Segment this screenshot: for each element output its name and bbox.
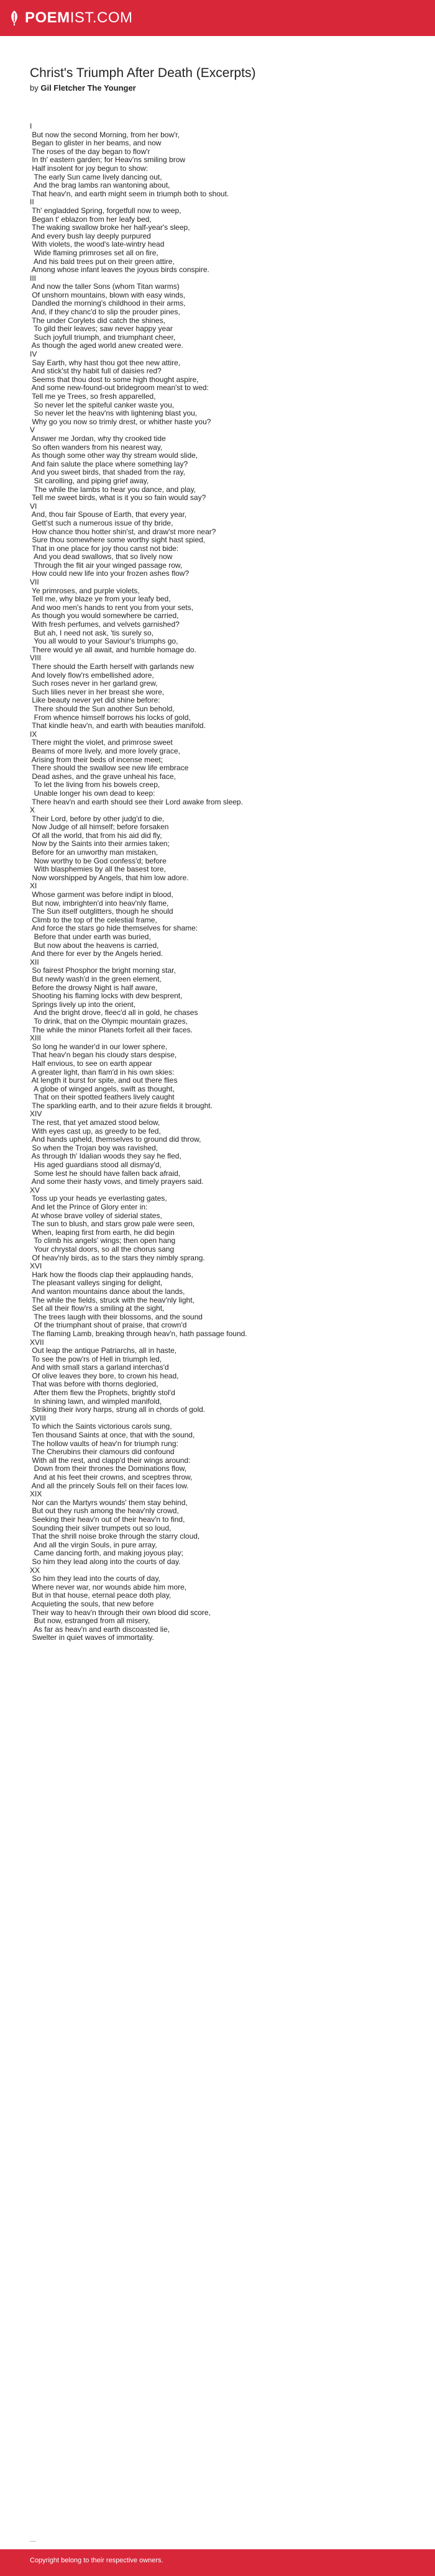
poem-line: A greater light, than flam'd in his own skies: bbox=[30, 1067, 175, 1076]
poem-line: At whose brave volley of siderial states, bbox=[30, 1211, 162, 1220]
poem-line: And wanton mountains dance about the lands, bbox=[30, 1286, 185, 1296]
poem-line: How could new life into your frozen ashes flow? bbox=[30, 569, 190, 578]
poem-line: The under Corylets did catch the shines, bbox=[30, 316, 165, 325]
poem-content bbox=[30, 65, 415, 1642]
poem-line: The sparkling earth, and to their azure fields it brought. bbox=[30, 1101, 213, 1110]
poem-line: And lovely flow'rs embellished adore, bbox=[30, 670, 154, 680]
stanza-number: X bbox=[30, 806, 35, 815]
poem-line: To climb his angels' wings; then open hang bbox=[30, 1236, 176, 1245]
poem-line: Dandled the morning's childhood in their arms, bbox=[30, 299, 186, 308]
poem-line: Ten thousand Saints at once, that with the sound, bbox=[30, 1431, 195, 1440]
poem-line: That the shrill noise broke through the starry cloud, bbox=[30, 1532, 200, 1541]
poem-line: And you dead swallows, that so lively now bbox=[30, 552, 173, 562]
poem-line: Some lest he should have fallen back afraid, bbox=[30, 1168, 181, 1178]
poem-line: In shining lawn, and wimpled manifold, bbox=[30, 1396, 162, 1406]
poem-line: Th' engladded Spring, forgetfull now to weep, bbox=[30, 206, 181, 215]
poem-line: To which the Saints victorious carols sung, bbox=[30, 1422, 172, 1431]
poem-line: But ah, I need not ask, 'tis surely so, bbox=[30, 628, 154, 637]
poem-line: So fairest Phosphor the bright morning star, bbox=[30, 966, 176, 975]
quill-icon bbox=[9, 10, 20, 26]
poem-line: So never let the spiteful canker waste you, bbox=[30, 400, 175, 409]
poem-line: And the bright drove, fleec'd all in gold, he chases bbox=[30, 1008, 198, 1017]
poem-line: And hands upheld, themselves to ground did throw, bbox=[30, 1135, 201, 1144]
stanza-number: VII bbox=[30, 578, 39, 587]
stanza bbox=[30, 350, 415, 426]
poem-line: When, leaping first from earth, he did begin bbox=[30, 1227, 175, 1237]
poem-line: And, if they chanc'd to slip the prouder pines, bbox=[30, 307, 180, 317]
stanza-number: V bbox=[30, 426, 35, 435]
stanza-number: XIX bbox=[30, 1490, 42, 1499]
stanza-number: XVIII bbox=[30, 1413, 47, 1422]
poem-line: The rest, that yet amazed stood below, bbox=[30, 1118, 160, 1127]
poem-line: That in one place for joy thou canst not bide: bbox=[30, 544, 179, 553]
stanza-number: II bbox=[30, 198, 34, 207]
poem-line: That was before with thorns degloried, bbox=[30, 1380, 158, 1389]
stanza-number: III bbox=[30, 273, 37, 283]
stanza-number: XIV bbox=[30, 1109, 42, 1119]
poem-line: But out they rush among the heav'nly crowd, bbox=[30, 1506, 179, 1516]
poem-line: There should the Earth herself with garlands new bbox=[30, 662, 194, 671]
poem-line: At length it burst for spite, and out there flies bbox=[30, 1076, 178, 1085]
poem-line: Their way to heav'n through their own blood did score, bbox=[30, 1608, 211, 1617]
poem-line: Tell me, why blaze ye from your leafy bed, bbox=[30, 594, 171, 604]
poem-line: To see the pow'rs of Hell in triumph led, bbox=[30, 1354, 162, 1363]
byline-prefix: by bbox=[30, 83, 39, 93]
byline bbox=[30, 83, 415, 93]
poem-line: Before that under earth was buried, bbox=[30, 932, 151, 941]
site-logo[interactable] bbox=[9, 9, 133, 27]
poem-line: Arising from their beds of incense meet; bbox=[30, 755, 163, 764]
poem-line: There should the Sun another Sun behold, bbox=[30, 704, 175, 713]
poem-line: Tell me ye Trees, so fresh apparelled, bbox=[30, 392, 156, 401]
poem-line: Before the drowsy Night is half aware, bbox=[30, 983, 158, 992]
poem-line: How chance thou hotter shin'st, and draw'st more near? bbox=[30, 527, 216, 536]
stanza bbox=[30, 1414, 415, 1490]
poem-line: After them flew the Prophets, brightly stol'd bbox=[30, 1388, 175, 1398]
poem-line: And stick'st thy habit full of daisies red? bbox=[30, 366, 162, 376]
poem-line: Began t' eblazon from her leafy bed, bbox=[30, 214, 152, 224]
poem-line: With eyes cast up, as greedy to be fed, bbox=[30, 1126, 161, 1136]
stanza-number: VI bbox=[30, 501, 37, 511]
logo-text-light: IST.COM bbox=[70, 9, 133, 26]
poem-line: There might the violet, and primrose sweet bbox=[30, 738, 173, 747]
poem-line: Began to glister in her beams, and now bbox=[30, 139, 162, 148]
poem-line: And his bald trees put on their green attire, bbox=[30, 257, 175, 266]
stanza bbox=[30, 730, 415, 806]
poem-line: And woo men's hands to rent you from your sets, bbox=[30, 603, 194, 612]
stanza bbox=[30, 1567, 415, 1642]
stanza bbox=[30, 1262, 415, 1338]
poem-line: And all the princely Souls fell on their faces low. bbox=[30, 1481, 189, 1490]
stanza bbox=[30, 1110, 415, 1186]
poem-line: Answer me Jordan, why thy crooked tide bbox=[30, 434, 166, 443]
poem-line: As though some other way thy stream would slide, bbox=[30, 451, 198, 460]
poem-line: You all would to your Saviour's triumphs go, bbox=[30, 637, 178, 646]
poem-line: Nor can the Martyrs wounds' them stay behind, bbox=[30, 1498, 188, 1507]
stanza bbox=[30, 654, 415, 730]
poem-line: The while the minor Planets forfeit all their faces. bbox=[30, 1025, 193, 1034]
poem-line: And some their hasty vows, and timely prayers said. bbox=[30, 1177, 204, 1186]
poem-line: And there for ever by the Angels heried. bbox=[30, 949, 163, 958]
poem-line: Through the flit air your winged passage row, bbox=[30, 560, 183, 570]
stanza bbox=[30, 122, 415, 198]
poem-line: So often wanders from his nearest way, bbox=[30, 442, 163, 452]
stanza bbox=[30, 958, 415, 1034]
poem-line: To let the living from his bowels creep, bbox=[30, 780, 160, 790]
poem-line: And every bush lay deeply purpured bbox=[30, 231, 151, 240]
poem-line: Now worshipped by Angels, that him low adore. bbox=[30, 873, 189, 882]
poem-line: Hark how the floods clap their applauding hands, bbox=[30, 1270, 193, 1279]
poem-line: There heav'n and earth should see their Lord awake from sleep. bbox=[30, 797, 243, 806]
poem-line: His aged guardians stood all dismay'd, bbox=[30, 1160, 162, 1170]
poem-line: Unable longer his own dead to keep: bbox=[30, 788, 155, 798]
poem-line: Such lilies never in her breast she wore, bbox=[30, 687, 165, 696]
site-header bbox=[0, 0, 435, 36]
poem-line: The while the fields, struck with the heav'nly light, bbox=[30, 1295, 195, 1304]
poem-line: Set all their flow'rs a smiling at the sight, bbox=[30, 1304, 165, 1313]
poem-line: As though the aged world anew created were. bbox=[30, 341, 183, 350]
poem-line: Half envious, to see on earth appear bbox=[30, 1058, 152, 1068]
poem-line: But now, estranged from all misery, bbox=[30, 1616, 150, 1626]
poem-line: Of all the world, that from his aid did fly, bbox=[30, 831, 162, 840]
poem-line: And fain salute the place where something lay? bbox=[30, 459, 188, 468]
poem-line: The pleasant valleys singing for delight, bbox=[30, 1278, 163, 1288]
poem-line: The waking swallow broke her half-year's sleep, bbox=[30, 223, 190, 232]
poem-line: But now, imbrighten'd into heav'nly flame, bbox=[30, 898, 169, 908]
stanza bbox=[30, 806, 415, 882]
poem-line: Seems that thou dost to some high thought aspire, bbox=[30, 375, 199, 384]
poem-line: Springs lively up into the orient, bbox=[30, 999, 136, 1009]
poem-line: But in that house, eternal peace doth play, bbox=[30, 1591, 172, 1600]
poem-line: Sure thou somewhere some worthy sight hast spied, bbox=[30, 535, 206, 545]
poem-line: Gett'st such a numerous issue of thy bride, bbox=[30, 518, 173, 527]
poem-line: That heav'n, and earth might seem in triumph both to shout. bbox=[30, 189, 229, 198]
stanza bbox=[30, 275, 415, 350]
poem-line: And now the taller Sons (whom Titan warms) bbox=[30, 282, 180, 291]
poem-line: And all the virgin Souls, in pure array, bbox=[30, 1540, 157, 1549]
poem-line: Shooting his flaming locks with dew besprent, bbox=[30, 991, 183, 1001]
poem-line: The trees laugh with their blossoms, and the sound bbox=[30, 1312, 203, 1321]
site-footer bbox=[0, 2549, 435, 2576]
poem-line: In th' eastern garden; for Heav'ns smiling brow bbox=[30, 155, 186, 165]
stanza-number: I bbox=[30, 122, 32, 130]
poem-line: Your chrystal doors, so all the chorus sang bbox=[30, 1244, 175, 1254]
poem-line: But now the second Morning, from her bow'r, bbox=[30, 130, 180, 139]
stanza bbox=[30, 426, 415, 502]
poem-line: But newly wash'd in the green element, bbox=[30, 974, 162, 983]
poem-line: To drink, that on the Olympic mountain grazes, bbox=[30, 1016, 188, 1026]
poem-line: The Sun itself outglitters, though he should bbox=[30, 907, 173, 916]
poem-line: And you sweet birds, that shaded from the ray, bbox=[30, 468, 185, 477]
poem-line: The early Sun came lively dancing out, bbox=[30, 172, 162, 181]
poem-line: Whose garment was before indipt in blood, bbox=[30, 890, 173, 899]
poem-line: With violets, the wood's late-wintry head bbox=[30, 240, 165, 249]
poem-line: Why go you now so trimly drest, or whither haste you? bbox=[30, 417, 211, 426]
stanza bbox=[30, 882, 415, 958]
poem-line: With blasphemies by all the basest tore, bbox=[30, 865, 166, 874]
poem-line: Of heav'nly birds, as to the stars they nimbly sprang. bbox=[30, 1253, 205, 1262]
poem-line: So long he wander'd in our lower sphere, bbox=[30, 1042, 168, 1051]
poem-line: And some new-found-out bridegroom mean'st to wed: bbox=[30, 383, 209, 393]
stanza-number: XIII bbox=[30, 1034, 42, 1043]
poem-line: As through th' Idalian woods they say he fled, bbox=[30, 1152, 181, 1161]
poem-line: Toss up your heads ye everlasting gates, bbox=[30, 1194, 167, 1203]
poem-line: Now by the Saints into their armies taken; bbox=[30, 839, 170, 849]
poem-line: The roses of the day began to flow'r bbox=[30, 147, 150, 156]
stanza-number: XI bbox=[30, 881, 37, 891]
logo-text-bold: POEM bbox=[25, 9, 70, 26]
poem-line: Out leap the antique Patriarchs, all in haste, bbox=[30, 1346, 177, 1355]
poem-line: And let the Prince of Glory enter in: bbox=[30, 1203, 148, 1211]
poem-line: With all the rest, and clapp'd their wings around: bbox=[30, 1455, 191, 1465]
stanza-number: XV bbox=[30, 1185, 40, 1195]
poem-line: Before for an unworthy man mistaken, bbox=[30, 848, 158, 857]
stanza bbox=[30, 503, 415, 578]
poem-line: Now worthy to be God confess'd; before bbox=[30, 856, 167, 865]
poem-line: And force the stars go hide themselves for shame: bbox=[30, 924, 198, 933]
stanza bbox=[30, 1339, 415, 1414]
poem-line: So him they lead along into the courts of day. bbox=[30, 1557, 181, 1566]
poem-line: And the brag lambs ran wantoning about, bbox=[30, 181, 170, 190]
stanza-number: VIII bbox=[30, 653, 42, 663]
stanza bbox=[30, 1034, 415, 1110]
poem-line: Tell me sweet birds, what is it you so fain would say? bbox=[30, 493, 206, 503]
poem-line: Such roses never in her garland grew, bbox=[30, 679, 158, 688]
poem-line: As far as heav'n and earth discoasted lie, bbox=[30, 1624, 170, 1634]
author-link[interactable]: Gil Fletcher The Younger bbox=[40, 83, 136, 93]
stanza-number: XII bbox=[30, 957, 39, 967]
stanza bbox=[30, 198, 415, 274]
poem-line: A globe of winged angels, swift as thought, bbox=[30, 1084, 175, 1093]
poem-line: Down from their thrones the Dominations flow, bbox=[30, 1464, 187, 1473]
poem-line: That kindle heav'n, and earth with beauties manifold. bbox=[30, 721, 206, 730]
poem-line: But now about the heavens is carried, bbox=[30, 940, 159, 950]
stanza-number: IX bbox=[30, 729, 37, 739]
poem-line: And with small stars a garland interchas'd bbox=[30, 1363, 169, 1372]
poem-line: Beams of more lively, and more lovely grace, bbox=[30, 746, 180, 755]
poem-line: Came dancing forth, and making joyous play; bbox=[30, 1549, 183, 1558]
poem-line: And at his feet their crowns, and sceptres throw, bbox=[30, 1473, 193, 1481]
poem-line: Dead ashes, and the grave unheal his face, bbox=[30, 771, 176, 781]
stanza bbox=[30, 1490, 415, 1566]
poem-line: Swelter in quiet waves of immortality. bbox=[30, 1633, 154, 1642]
poem-line: Such joyfull triumph, and triumphant cheer, bbox=[30, 332, 176, 342]
poem-line: There would ye all await, and humble homage do. bbox=[30, 645, 196, 654]
poem-line: The Cherubins their clamours did confound bbox=[30, 1447, 175, 1457]
poem-line: The sun to blush, and stars grow pale were seen, bbox=[30, 1219, 195, 1229]
poem-line: To gild their leaves; saw never happy year bbox=[30, 324, 173, 334]
poem-line: Where never war, nor wounds abide him more, bbox=[30, 1582, 187, 1591]
poem-line: Say Earth, why hast thou got thee new attire, bbox=[30, 358, 181, 367]
poem-line: And, thou fair Spouse of Earth, that every year, bbox=[30, 510, 187, 519]
poem-line: Of olive leaves they bore, to crown his head, bbox=[30, 1371, 179, 1380]
poem-line: That heav'n began his cloudy stars despise, bbox=[30, 1050, 177, 1060]
poem-line: So never let the heav'ns with lightening blast you, bbox=[30, 409, 198, 418]
poem-line: So when the Trojan boy was ravished, bbox=[30, 1143, 158, 1152]
poem-line: Striking their ivory harps, strung all in chords of gold. bbox=[30, 1405, 206, 1414]
ellipsis: ... bbox=[30, 2535, 37, 2544]
stanza-number: XVI bbox=[30, 1262, 42, 1271]
poem-line: Acquieting the souls, that new before bbox=[30, 1599, 154, 1608]
stanza-number: IV bbox=[30, 350, 37, 359]
poem-line: The flaming Lamb, breaking through heav'n, hath passage found. bbox=[30, 1329, 247, 1338]
poem-line: So him they lead into the courts of day, bbox=[30, 1574, 160, 1583]
poem-line: Of unshorn mountains, blown with easy winds, bbox=[30, 290, 186, 299]
poem-line: Wide flaming primroses set all on fire, bbox=[30, 248, 158, 257]
poem-line: That on their spotted feathers lively caught bbox=[30, 1093, 175, 1102]
poem-line: Now Judge of all himself; before forsaken bbox=[30, 822, 169, 832]
poem-line: From whence himself borrows his locks of gold, bbox=[30, 712, 191, 722]
stanza bbox=[30, 1186, 415, 1262]
poem-line: Sounding their silver trumpets out so loud, bbox=[30, 1523, 172, 1532]
poem-line: Among whose infant leaves the joyous birds conspire. bbox=[30, 265, 209, 275]
poem-line: Half insolent for joy begun to show: bbox=[30, 163, 149, 173]
poem-line: Their Lord, before by other judg'd to die, bbox=[30, 814, 165, 823]
poem-line: There should the swallow see new life embrace bbox=[30, 763, 189, 773]
stanza-number: XVII bbox=[30, 1337, 44, 1347]
poem-line: Like beauty never yet did shine before: bbox=[30, 696, 160, 705]
poem-line: Ye primroses, and purple violets, bbox=[30, 586, 140, 595]
poem-line: Sit carolling, and piping grief away, bbox=[30, 476, 149, 485]
poem-line: Climb to the top of the celestial frame, bbox=[30, 915, 157, 924]
poem-line: Of the triumphant shout of praise, that crown'd bbox=[30, 1321, 187, 1330]
poem-body bbox=[30, 122, 415, 1642]
poem-line: The hollow vaults of heav'n for triumph rung: bbox=[30, 1439, 178, 1448]
poem-line: Seeking their heav'n out of their heav'n to find, bbox=[30, 1514, 185, 1524]
poem-title: Christ's Triumph After Death (Excerpts) bbox=[30, 66, 256, 80]
copyright-text: Copyright belong to their respective owners. bbox=[30, 2557, 163, 2564]
stanza-number: XX bbox=[30, 1565, 40, 1575]
poem-line: With fresh perfumes, and velvets garnished? bbox=[30, 620, 180, 629]
poem-line: The while the lambs to hear you dance, and play, bbox=[30, 485, 196, 494]
stanza bbox=[30, 578, 415, 654]
poem-line: As though you would somewhere be carried, bbox=[30, 611, 179, 621]
